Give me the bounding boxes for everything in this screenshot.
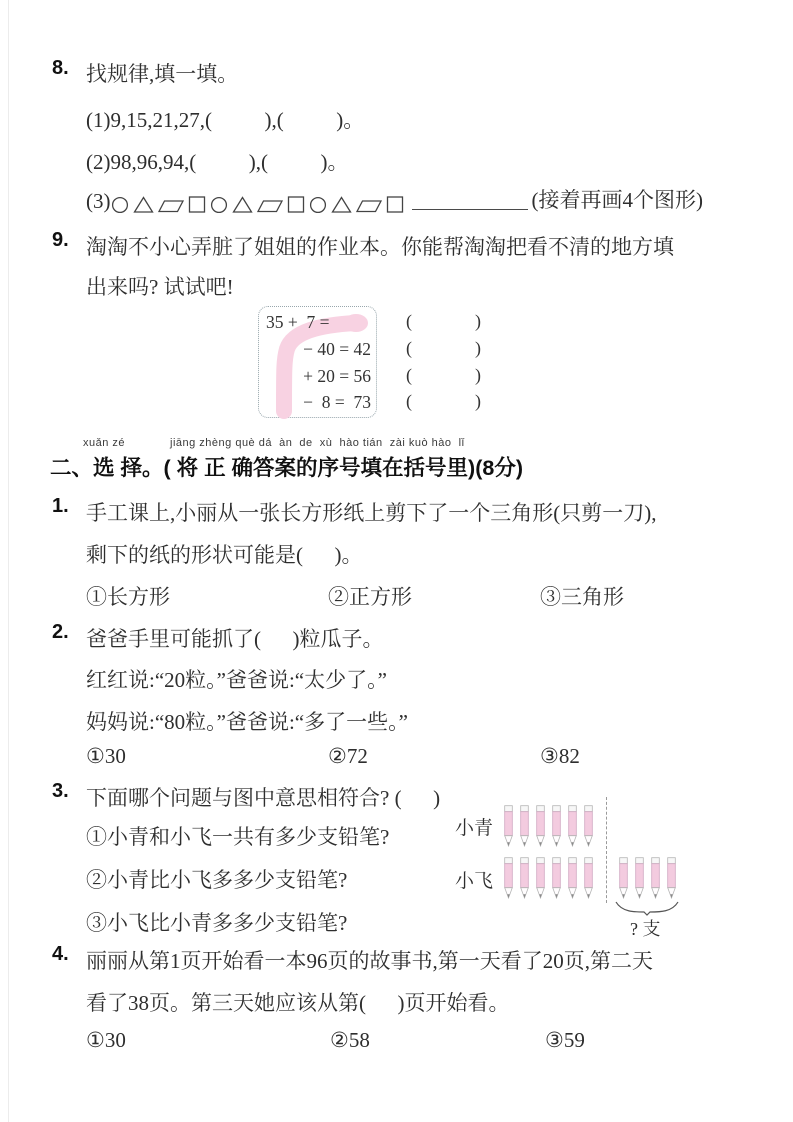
pencil-row-xiaofei [503,857,599,899]
equation-row[interactable]: − 8 = 73 [303,392,371,412]
pencil-icon [519,805,530,847]
section2-pinyin-b: jiāng zhèng què dá àn de xù hào tián zài kuò hào lǐ [170,437,465,449]
circle-shape-icon [210,194,228,214]
q8-line3-prefix: (3) [86,189,111,213]
pencil-row-xiaoqing [503,805,599,847]
q3-option-3[interactable]: ③小飞比小青多多少支铅笔? [86,911,348,935]
pencil-icon [583,857,594,899]
pencil-icon [519,857,530,899]
section2-title: 二、选 择。( 将 正 确答案的序号填在括号里)(8分) [50,456,523,480]
square-shape-icon [386,194,404,214]
figure-question-label: ? 支 [630,919,661,939]
pencil-icon [583,805,594,847]
pencil-icon [650,857,661,899]
q8-line3 [86,186,703,214]
q3-number: 3. [52,780,69,802]
q4-line2: 看了38页。第三天她应该从第( )页开始看。 [86,991,510,1015]
q2-line3: 妈妈说:“80粒。”爸爸说:“多了一些。” [86,710,408,734]
q1-line2: 剩下的纸的形状可能是( )。 [86,543,363,567]
pencil-icon [618,857,629,899]
equation-row[interactable]: 35 + 7 = [266,312,330,332]
parallelogram-shape-icon [356,194,382,214]
q9-line2: 出来吗? 试试吧! [86,275,234,299]
q9-number: 9. [52,229,69,251]
q4-option-1[interactable]: ①30 [86,1028,126,1052]
figure-row2-label: 小飞 [455,871,494,892]
q4-number: 4. [52,943,69,965]
q1-option-2[interactable]: ②正方形 [328,585,412,609]
pencil-icon [551,805,562,847]
parallelogram-shape-icon [158,194,184,214]
q8-number: 8. [52,57,69,79]
q8-line2: (2)98,96,94,( ),( )。 [86,150,349,174]
q4-line1: 丽丽从第1页开始看一本96页的故事书,第一天看了20页,第二天 [86,949,653,973]
q2-option-2[interactable]: ②72 [328,744,368,768]
q9-line1: 淘淘不小心弄脏了姐姐的作业本。你能帮淘淘把看不清的地方填 [86,235,674,259]
q8-line1: (1)9,15,21,27,( ),( )。 [86,108,365,132]
pencil-row-xiaofei-extra [618,857,682,899]
square-shape-icon [287,194,305,214]
dashed-separator-line [606,797,607,903]
q4-option-2[interactable]: ②58 [330,1028,370,1052]
q8-title: 找规律,填一填。 [86,62,239,86]
q2-line2: 红红说:“20粒。”爸爸说:“太少了。” [86,668,387,692]
triangle-shape-icon [133,194,154,214]
circle-shape-icon [111,194,129,214]
answer-paren[interactable]: ( ) [406,391,481,411]
q2-number: 2. [52,621,69,643]
q1-option-1[interactable]: ①长方形 [86,585,170,609]
q4-option-3[interactable]: ③59 [545,1028,585,1052]
pencil-icon [535,857,546,899]
q2-line1: 爸爸手里可能抓了( )粒瓜子。 [86,627,384,651]
pencil-icon [634,857,645,899]
section2-pinyin-a: xuǎn zé [83,437,126,449]
pencil-figure [455,797,793,937]
q3-option-2[interactable]: ②小青比小飞多多少支铅笔? [86,868,348,892]
equation-row[interactable]: + 20 = 56 [303,366,371,386]
page-edge-line [8,0,9,1122]
brace-under-icon [614,901,680,916]
q1-number: 1. [52,495,69,517]
pencil-icon [503,805,514,847]
pencil-icon [503,857,514,899]
pencil-icon [567,805,578,847]
triangle-shape-icon [331,194,352,214]
q1-option-3[interactable]: ③三角形 [540,585,624,609]
equation-row[interactable]: − 40 = 42 [303,339,371,359]
q2-option-3[interactable]: ③82 [540,744,580,768]
square-shape-icon [188,194,206,214]
figure-row1-label: 小青 [455,818,494,839]
triangle-shape-icon [232,194,253,214]
parallelogram-shape-icon [257,194,283,214]
q8-line3-suffix: (接着再画4个图形) [531,188,703,212]
answer-paren[interactable]: ( ) [406,365,481,385]
shape-pattern [111,194,408,214]
q3-line1: 下面哪个问题与图中意思相符合? ( ) [86,786,441,810]
q9-equation-box [258,306,377,418]
pencil-icon [567,857,578,899]
answer-paren[interactable]: ( ) [406,311,481,331]
pencil-icon [666,857,677,899]
q3-option-1[interactable]: ①小青和小飞一共有多少支铅笔? [86,825,390,849]
q2-option-1[interactable]: ①30 [86,744,126,768]
answer-paren[interactable]: ( ) [406,338,481,358]
circle-shape-icon [309,194,327,214]
q1-line1: 手工课上,小丽从一张长方形纸上剪下了一个三角形(只剪一刀), [86,501,657,525]
answer-blank-line[interactable] [412,209,528,210]
pencil-icon [551,857,562,899]
pencil-icon [535,805,546,847]
